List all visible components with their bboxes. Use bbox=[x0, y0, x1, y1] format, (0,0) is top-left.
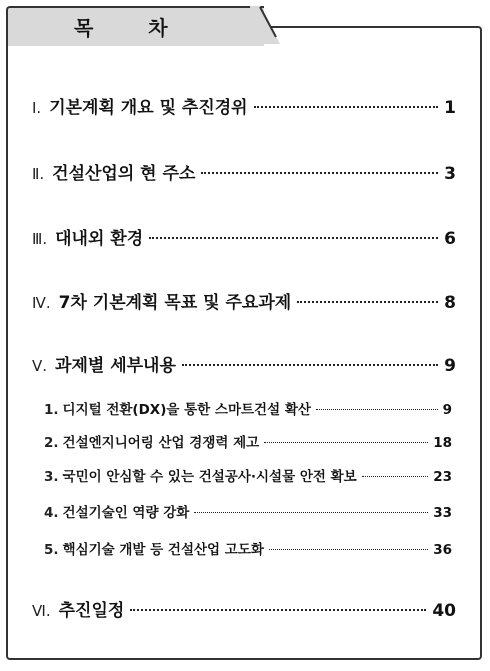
dot-leader bbox=[194, 512, 428, 513]
subsection-page-number: 23 bbox=[433, 469, 452, 485]
dot-leader bbox=[362, 476, 429, 477]
toc-section-row[interactable] bbox=[32, 224, 456, 249]
subsection-label: 건설기술인 역량 강화 bbox=[62, 505, 190, 521]
section-numeral: Ⅳ. bbox=[32, 294, 51, 312]
toc-section-row[interactable] bbox=[32, 159, 456, 184]
subsection-numeral: 3. bbox=[44, 469, 59, 485]
dot-leader bbox=[149, 237, 438, 239]
toc-section-row[interactable] bbox=[32, 596, 456, 621]
dot-leader bbox=[316, 409, 438, 410]
toc-subsection-row[interactable] bbox=[44, 501, 452, 521]
section-page-number: 1 bbox=[444, 98, 456, 118]
toc-section-row[interactable] bbox=[32, 93, 456, 118]
toc-subsection-row[interactable] bbox=[44, 431, 452, 451]
section-label: 기본계획 개요 및 추진경위 bbox=[49, 98, 248, 118]
dot-leader bbox=[264, 442, 428, 443]
section-page-number: 40 bbox=[432, 601, 456, 621]
dot-leader bbox=[201, 172, 438, 174]
section-label: 추진일정 bbox=[58, 601, 125, 621]
dot-leader bbox=[269, 549, 428, 550]
subsection-page-number: 36 bbox=[433, 542, 452, 558]
toc-subsection-row[interactable] bbox=[44, 538, 452, 558]
section-page-number: 9 bbox=[444, 356, 456, 376]
section-page-number: 6 bbox=[444, 229, 456, 249]
subsection-numeral: 1. bbox=[44, 402, 59, 418]
subsection-page-number: 33 bbox=[433, 505, 452, 521]
subsection-numeral: 2. bbox=[44, 435, 59, 451]
dot-leader bbox=[182, 364, 438, 366]
section-numeral: Ⅵ. bbox=[32, 602, 51, 620]
section-numeral: Ⅰ. bbox=[32, 99, 42, 117]
subsection-numeral: 5. bbox=[44, 542, 59, 558]
subsection-label: 핵심기술 개발 등 건설산업 고도화 bbox=[62, 542, 264, 558]
section-numeral: Ⅲ. bbox=[32, 230, 48, 248]
subsection-numeral: 4. bbox=[44, 505, 59, 521]
dot-leader bbox=[297, 301, 438, 303]
section-label: 대내외 환경 bbox=[55, 229, 144, 249]
section-label: 과제별 세부내용 bbox=[55, 356, 176, 376]
subsection-label: 건설엔지니어링 산업 경쟁력 제고 bbox=[62, 435, 260, 451]
section-label: 건설산업의 현 주소 bbox=[52, 164, 196, 184]
toc-subsection-row[interactable] bbox=[44, 465, 452, 485]
toc-section-row[interactable] bbox=[32, 288, 456, 313]
dot-leader bbox=[254, 106, 439, 108]
section-numeral: Ⅱ. bbox=[32, 165, 45, 183]
toc-subsection-row[interactable] bbox=[44, 398, 452, 418]
subsection-page-number: 18 bbox=[433, 435, 452, 451]
page-title: 목 차 bbox=[74, 16, 192, 40]
section-numeral: Ⅴ. bbox=[32, 357, 48, 375]
section-label: 7차 기본계획 목표 및 주요과제 bbox=[58, 293, 292, 313]
section-page-number: 8 bbox=[444, 293, 456, 313]
subsection-label: 국민이 안심할 수 있는 건설공사·시설물 안전 확보 bbox=[62, 469, 357, 485]
section-page-number: 3 bbox=[444, 164, 456, 184]
subsection-label: 디지털 전환(DX)을 통한 스마트건설 확산 bbox=[62, 402, 311, 418]
dot-leader bbox=[130, 609, 426, 611]
subsection-page-number: 9 bbox=[442, 402, 452, 418]
tab-slant-decoration bbox=[250, 6, 280, 44]
toc-section-row[interactable] bbox=[32, 351, 456, 376]
